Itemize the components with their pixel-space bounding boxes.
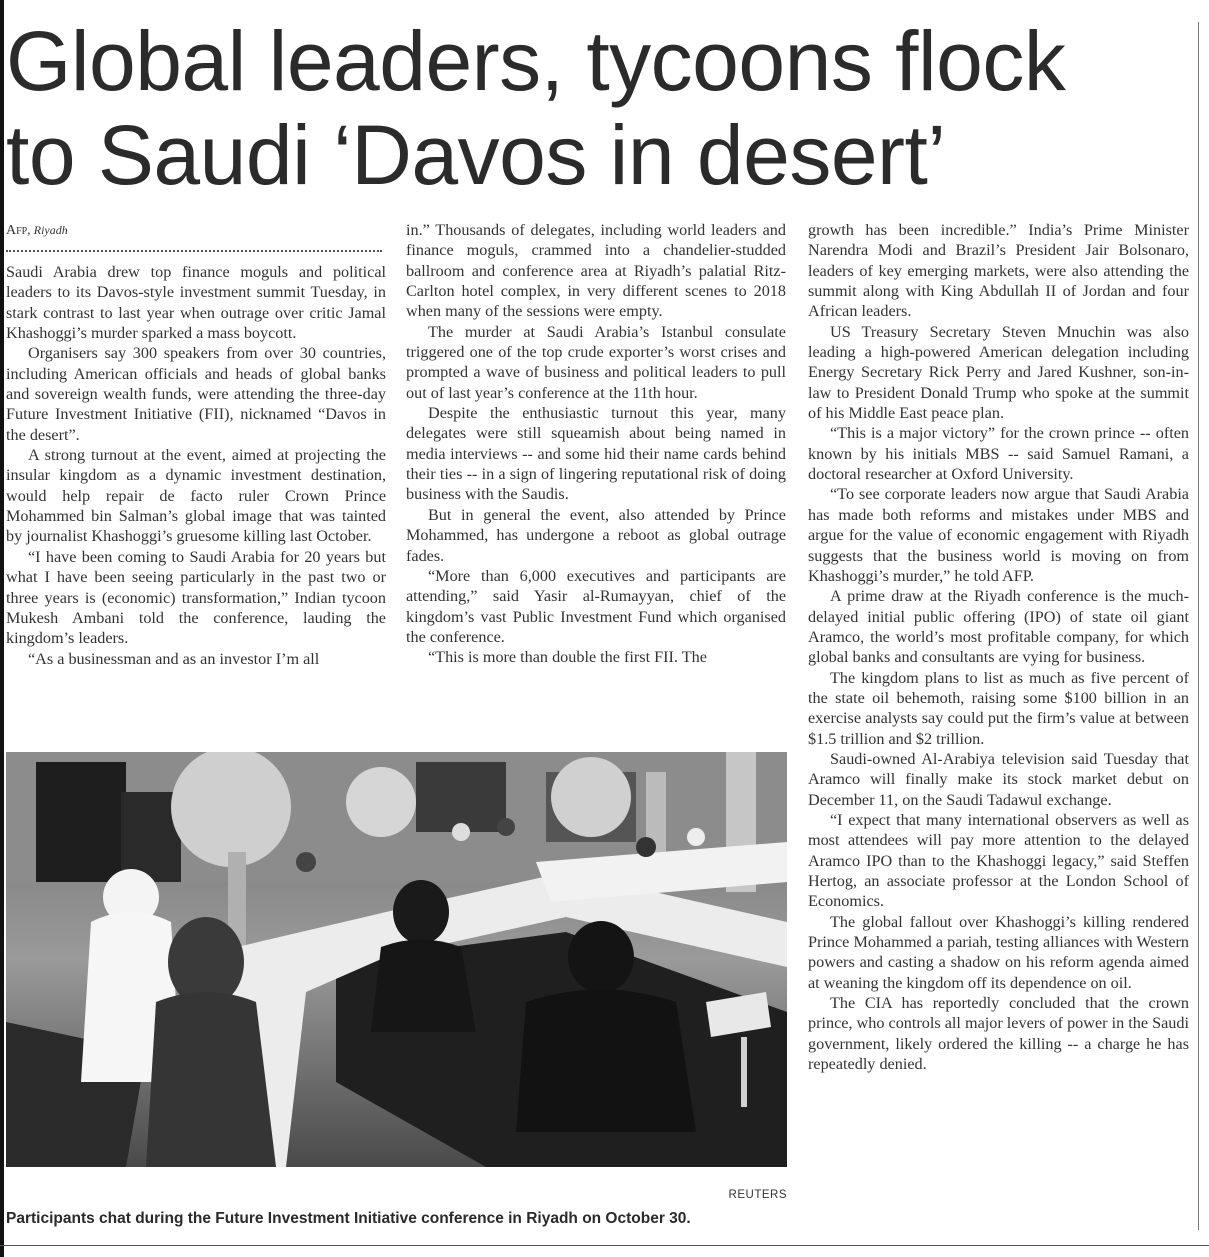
byline-dotted-rule <box>6 250 382 252</box>
article-column-2 <box>406 220 786 668</box>
photo-caption: Participants chat during the Future Investment Initiative conference in Riyadh on October 30. <box>6 1210 691 1227</box>
paragraph: The global fallout over Khashoggi’s killing rendered Prince Mohammed a pariah, testing alliances with Western powers and casting a shadow on his reform agenda aimed at weaning the kingdom off its dependence on oil. <box>808 912 1189 992</box>
conference-photo-illustration <box>6 752 787 1167</box>
paragraph: “I expect that many international observers as well as most attendees will pay more attention to the delayed Aramco IPO than to the Khashoggi legacy,” said Steffen Hertog, an associate professor at the London School of Economics. <box>808 810 1189 911</box>
paragraph: “This is more than double the first FII. The <box>428 648 707 667</box>
article-column-1 <box>6 262 386 669</box>
column-rule-right <box>1198 22 1199 1230</box>
paragraph: “More than 6,000 executives and participants are attending,” said Yasir al-Rumayyan, chief of the kingdom’s vast Public Investment Fund which organised the conference. <box>406 566 786 646</box>
paragraph: The CIA has reportedly concluded that the crown prince, who controls all major levers of power in the Saudi government, likely ordered the killing -- a charge he has repeatedly denied. <box>808 994 1189 1074</box>
paragraph: “This is a major victory” for the crown prince -- often known by his initials MBS -- said Samuel Ramani, a doctoral researcher at Oxford University. <box>808 424 1189 484</box>
byline-place: Riyadh <box>33 223 68 237</box>
byline-agency: Afp <box>6 223 28 238</box>
paragraph: Saudi Arabia drew top finance moguls and political leaders to its Davos-style investment summit Tuesday, in stark contrast to last year when outrage over critic Jamal Khashoggi’s murder sparked a mass boycott. <box>6 263 386 343</box>
paragraph: growth has been incredible.” India’s Prime Minister Narendra Modi and Brazil’s President Jair Bolsonaro, leaders of key emerging markets, were also attending the summit along with King Abdullah II of Jordan and four African leaders. <box>808 221 1189 321</box>
paragraph: Despite the enthusiastic turnout this year, many delegates were still squeamish about being named in media interviews -- and some hid their name cards behind their ties -- in a sign of lingering reputational risk of doing business with the Saudis. <box>406 404 786 504</box>
headline-line-2: to Saudi ‘Davos in desert’ <box>6 108 946 202</box>
byline-separator: , <box>27 222 31 237</box>
article-column-3 <box>808 220 1189 1074</box>
headline-line-1: Global leaders, tycoons flock <box>6 14 1066 108</box>
paragraph: in.” Thousands of delegates, including world leaders and finance moguls, crammed into a chandelier-studded ballroom and conference area at Riyadh’s palatial Ritz-Carlton hotel complex, in very different scenes to 2018 when many of the sessions were empty. <box>406 221 786 321</box>
news-photo <box>6 752 787 1167</box>
paragraph: “To see corporate leaders now argue that Saudi Arabia has made both reforms and mistakes under MBS and argue for the value of economic engagement with Riyadh suggests that the business world is moving on from Khashoggi’s murder,” he told AFP. <box>808 485 1189 585</box>
paragraph: “As a businessman and as an investor I’m all <box>28 649 320 668</box>
paragraph: A strong turnout at the event, aimed at projecting the insular kingdom as a dynamic investment destination, would help repair de facto ruler Crown Prince Mohammed bin Salman’s global image that was tainted by journalist Khashoggi’s gruesome killing last October. <box>6 446 386 546</box>
bottom-rule <box>0 1245 1209 1246</box>
left-border-rule <box>0 0 4 1257</box>
headline <box>6 14 1196 202</box>
paragraph: Organisers say 300 speakers from over 30 countries, including American officials and heads of global banks and sovereign wealth funds, were attending the three-day Future Investment Initiative (FII), nicknamed “Davos in the desert”. <box>6 344 386 444</box>
paragraph: Saudi-owned Al-Arabiya television said Tuesday that Aramco will finally make its stock market debut on December 11, on the Saudi Tadawul exchange. <box>808 749 1189 809</box>
paragraph: A prime draw at the Riyadh conference is the much-delayed initial public offering (IPO) of state oil giant Aramco, the world’s most profitable company, for which global banks and consultants are vying for business. <box>808 587 1189 667</box>
photo-credit: REUTERS <box>728 1189 787 1201</box>
paragraph: The murder at Saudi Arabia’s Istanbul consulate triggered one of the top crude exporter’s worst crises and prompted a wave of business and political leaders to pull out of last year’s conference at the 11th hour. <box>406 322 786 402</box>
byline <box>6 222 68 239</box>
paragraph: “I have been coming to Saudi Arabia for 20 years but what I have been seeing particularly in the past two or three years is (economic) transformation,” Indian tycoon Mukesh Ambani told the conference, lauding the kingdom’s leaders. <box>6 547 386 648</box>
paragraph: The kingdom plans to list as much as five percent of the state oil behemoth, raising some $100 billion in an exercise analysts say could put the firm’s value at between $1.5 trillion and $2 trillion. <box>808 668 1189 748</box>
paragraph: But in general the event, also attended by Prince Mohammed, has undergone a reboot as global outrage fades. <box>406 505 786 565</box>
paragraph: US Treasury Secretary Steven Mnuchin was also leading a high-powered American delegation including Energy Secretary Rick Perry and Jared Kushner, son-in-law to President Donald Trump who spoke at the summit of his Middle East peace plan. <box>808 322 1189 423</box>
